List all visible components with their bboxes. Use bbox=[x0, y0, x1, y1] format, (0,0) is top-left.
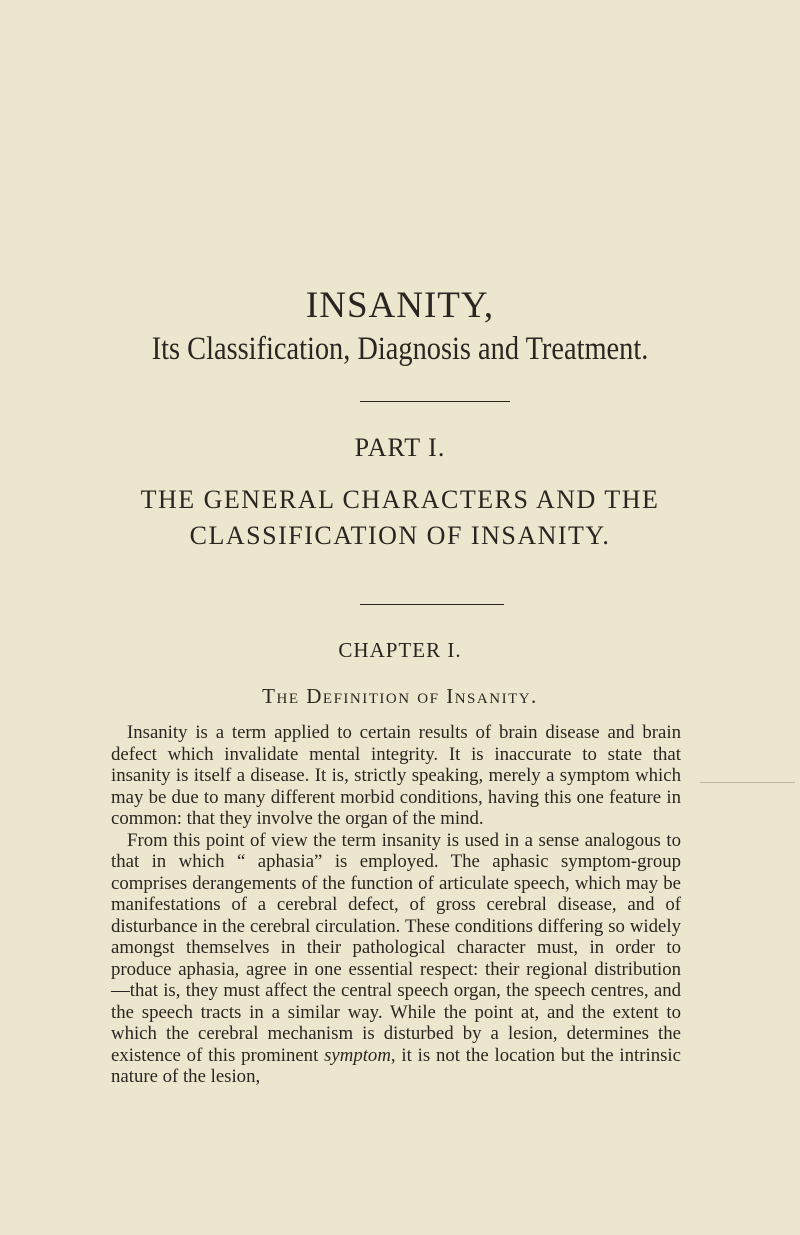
book-title: INSANITY, bbox=[305, 285, 495, 326]
divider-rule bbox=[360, 401, 510, 402]
chapter-title: The Definition of Insanity. bbox=[262, 684, 538, 708]
chapter-label: CHAPTER I. bbox=[338, 638, 462, 662]
part-heading-line-2: CLASSIFICATION OF INSANITY. bbox=[189, 521, 611, 550]
paragraph-text: From this point of view the term insanity is used in a sense analogous to that in which “ aphasia” is employed. The aphasic symptom-group comprises derangements of the function of articulate speech, which may be manifestations of a cerebral defect, of gross cerebral disease, and of disturbance in the cerebral circulation. These conditions differing so widely amongst themselves in their pathological character must, in order to produce aphasia, agree in one essential respect: their regional distribution—that is, they must affect the central speech organ, the speech centres, and the speech tracts in a similar way. While the point at, and the extent to which the cerebral mechanism is disturbed by a lesion, determines the existence of this prominent bbox=[111, 829, 681, 1066]
divider-rule bbox=[360, 604, 504, 605]
paragraph bbox=[111, 830, 681, 1088]
page-mark bbox=[700, 782, 795, 783]
paragraph: Insanity is a term applied to certain results of brain disease and brain defect which invalidate mental integrity. It is inaccurate to state that insanity is itself a disease. It is, strictly speaking, merely a symptom which may be due to many different morbid conditions, having this one feature in common: that they involve the organ of the mind. bbox=[111, 722, 681, 829]
italic-word: symptom bbox=[324, 1044, 391, 1066]
book-subtitle: Its Classification, Diagnosis and Treatment. bbox=[151, 331, 649, 367]
part-label: PART I. bbox=[354, 433, 446, 462]
part-heading-line-1: THE GENERAL CHARACTERS AND THE bbox=[140, 485, 660, 514]
paragraph-text: , it is not the location but the intrinsic nature of the lesion, bbox=[111, 1044, 681, 1087]
part-heading bbox=[0, 482, 800, 554]
body-text bbox=[111, 722, 681, 1088]
